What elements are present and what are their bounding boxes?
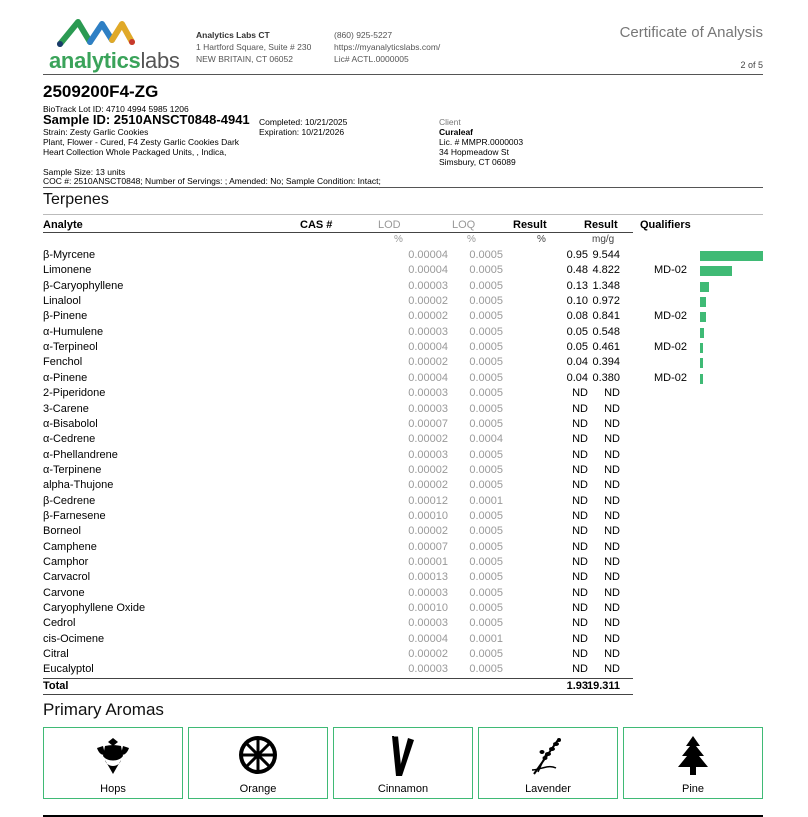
col-result-mg-header: Result xyxy=(584,219,618,231)
analyte-name: Limonene xyxy=(43,264,92,277)
result-mg-value: ND xyxy=(604,617,620,630)
strain: Strain: Zesty Garlic Cookies xyxy=(43,127,149,137)
result-mg-value: ND xyxy=(604,402,620,415)
lod-value: 0.00002 xyxy=(408,463,448,476)
aroma-label: Cinnamon xyxy=(377,783,429,795)
table-row xyxy=(43,433,763,448)
result-mg-value: ND xyxy=(604,509,620,522)
table-row xyxy=(43,633,763,648)
analyte-name: Caryophyllene Oxide xyxy=(43,602,146,615)
analyte-name: Fenchol xyxy=(43,356,83,369)
loq-unit: % xyxy=(467,234,476,245)
table-row xyxy=(43,449,763,464)
aroma-card-hops xyxy=(43,727,183,799)
table-row xyxy=(43,541,763,556)
sample-id: Sample ID: 2510ANSCT0848-4941 xyxy=(43,112,250,127)
table-row xyxy=(43,510,763,525)
table-row xyxy=(43,295,763,310)
table-row xyxy=(43,495,763,510)
loq-value: 0.0005 xyxy=(469,479,503,492)
result-pct-value: 0.48 xyxy=(566,264,588,277)
result-pct-value: 0.04 xyxy=(566,356,588,369)
result-pct-value: ND xyxy=(572,617,588,630)
analyte-name: α-Phellandrene xyxy=(43,448,118,461)
sample-code: 2509200F4-ZG xyxy=(43,82,159,101)
analyte-name: β-Myrcene xyxy=(43,249,96,261)
lod-value: 0.00013 xyxy=(408,571,448,584)
lod-value: 0.00003 xyxy=(408,402,448,415)
cinnamon-icon xyxy=(388,734,418,778)
col-lod-header: LOD xyxy=(378,219,401,231)
analyte-name: β-Pinene xyxy=(43,310,88,323)
client-license: Lic. # MMPR.0000003 xyxy=(439,137,524,147)
terpenes-section-title: Terpenes xyxy=(43,191,109,208)
result-mg-unit: mg/g xyxy=(592,234,615,245)
analyte-name: Carvacrol xyxy=(43,571,91,584)
loq-value: 0.0005 xyxy=(469,648,503,661)
aroma-label: Hops xyxy=(100,783,126,795)
analyte-name: alpha-Thujone xyxy=(43,479,114,492)
result-mg-value: ND xyxy=(604,525,620,538)
result-mg-value: ND xyxy=(604,540,620,553)
total-label: Total xyxy=(43,680,69,692)
analyte-name: α-Terpinene xyxy=(43,463,102,476)
section-divider xyxy=(43,187,763,188)
logo-wordmark: analyticslabs xyxy=(49,48,180,73)
table-row xyxy=(43,249,763,264)
qualifier-value: MD-02 xyxy=(654,310,688,323)
loq-value: 0.0004 xyxy=(469,433,503,446)
analyte-name: Citral xyxy=(43,648,69,661)
loq-value: 0.0005 xyxy=(469,402,503,415)
lod-value: 0.00003 xyxy=(408,387,448,400)
analyte-name: α-Bisabolol xyxy=(43,417,98,430)
qualifier-value: MD-02 xyxy=(654,341,688,354)
result-bar xyxy=(700,312,706,322)
result-mg-value: ND xyxy=(604,571,620,584)
result-pct-value: ND xyxy=(572,417,588,430)
document-title: Certificate of Analysis xyxy=(619,24,763,41)
table-row xyxy=(43,280,763,295)
analyte-name: α-Pinene xyxy=(43,371,88,384)
table-row xyxy=(43,326,763,341)
analyte-name: Eucalyptol xyxy=(43,663,94,676)
result-pct-value: ND xyxy=(572,540,588,553)
total-bottom-divider xyxy=(43,694,633,695)
result-pct-value: 0.10 xyxy=(566,295,588,308)
qualifier-value: MD-02 xyxy=(654,371,688,384)
result-bar xyxy=(700,297,706,307)
lod-value: 0.00002 xyxy=(408,310,448,323)
aroma-card-cinnamon xyxy=(333,727,473,799)
lavender-icon xyxy=(528,734,568,778)
table-row xyxy=(43,556,763,571)
lod-value: 0.00010 xyxy=(408,509,448,522)
lod-value: 0.00002 xyxy=(408,433,448,446)
loq-value: 0.0005 xyxy=(469,371,503,384)
product-description-line2: Heart Collection Whole Packaged Units, , Indica, xyxy=(43,147,227,157)
lod-value: 0.00002 xyxy=(408,295,448,308)
result-pct-value: 0.08 xyxy=(566,310,588,323)
lab-phone: (860) 925-5227 xyxy=(334,30,393,40)
result-mg-value: ND xyxy=(604,556,620,568)
result-pct-value: 0.05 xyxy=(566,341,588,354)
qualifier-value: MD-02 xyxy=(654,264,688,277)
result-mg-value: ND xyxy=(604,479,620,492)
result-mg-value: ND xyxy=(604,648,620,661)
analyte-name: Carvone xyxy=(43,586,85,599)
result-mg-value: 1.348 xyxy=(592,279,620,292)
lab-license: Lic# ACTL.0000005 xyxy=(334,54,409,64)
analyte-name: Camphene xyxy=(43,540,97,553)
loq-value: 0.0005 xyxy=(469,571,503,584)
result-mg-value: 0.394 xyxy=(592,356,620,369)
analyte-name: 2-Piperidone xyxy=(43,387,106,400)
analyte-name: β-Cedrene xyxy=(43,494,96,507)
table-row xyxy=(43,372,763,387)
lab-name: Analytics Labs CT xyxy=(196,30,270,40)
lod-value: 0.00012 xyxy=(408,494,448,507)
aroma-card-lavender xyxy=(478,727,618,799)
result-pct-value: ND xyxy=(572,571,588,584)
result-mg-value: 0.461 xyxy=(592,341,620,354)
pine-tree-icon xyxy=(676,734,710,778)
result-pct-value: ND xyxy=(572,494,588,507)
loq-value: 0.0005 xyxy=(469,249,503,261)
analyte-name: α-Humulene xyxy=(43,325,104,338)
lod-value: 0.00002 xyxy=(408,356,448,369)
lab-contact-block xyxy=(334,29,440,65)
aroma-label: Lavender xyxy=(525,783,571,795)
result-mg-value: 0.548 xyxy=(592,325,620,338)
result-bar xyxy=(700,282,709,292)
result-pct-value: ND xyxy=(572,525,588,538)
result-pct-value: ND xyxy=(572,509,588,522)
lab-website[interactable]: https://myanalyticslabs.com/ xyxy=(334,42,441,52)
loq-value: 0.0005 xyxy=(469,264,503,277)
result-bar xyxy=(700,328,704,338)
analyte-name: β-Farnesene xyxy=(43,509,106,522)
lab-address-block xyxy=(196,29,311,65)
loq-value: 0.0005 xyxy=(469,295,503,308)
result-bar xyxy=(700,266,732,276)
result-mg-value: 4.822 xyxy=(592,264,620,277)
table-row xyxy=(43,403,763,418)
loq-value: 0.0001 xyxy=(469,494,503,507)
analyte-name: Cedrol xyxy=(43,617,76,630)
result-pct-value: ND xyxy=(572,479,588,492)
loq-value: 0.0005 xyxy=(469,356,503,369)
aroma-label: Orange xyxy=(239,783,277,795)
table-row xyxy=(43,663,763,678)
client-label: Client xyxy=(439,117,461,127)
hops-icon xyxy=(93,734,133,776)
result-pct-value: ND xyxy=(572,433,588,446)
result-bar xyxy=(700,343,703,353)
client-address-line2: Simsbury, CT 06089 xyxy=(439,157,516,167)
analyte-name: α-Terpineol xyxy=(43,341,98,354)
result-pct-unit: % xyxy=(537,234,546,245)
col-loq-header: LOQ xyxy=(452,219,476,231)
result-bar xyxy=(700,358,703,368)
lod-value: 0.00001 xyxy=(408,556,448,568)
lod-value: 0.00003 xyxy=(408,586,448,599)
aromas-section-title: Primary Aromas xyxy=(43,700,164,719)
analyte-name: 3-Carene xyxy=(43,402,89,415)
result-mg-value: ND xyxy=(604,632,620,645)
lod-value: 0.00010 xyxy=(408,602,448,615)
table-row xyxy=(43,587,763,602)
result-mg-value: ND xyxy=(604,586,620,599)
aroma-card-orange xyxy=(188,727,328,799)
loq-value: 0.0005 xyxy=(469,525,503,538)
table-row xyxy=(43,617,763,632)
table-row xyxy=(43,648,763,663)
result-pct-value: ND xyxy=(572,632,588,645)
lod-value: 0.00004 xyxy=(408,371,448,384)
result-mg-value: ND xyxy=(604,417,620,430)
loq-value: 0.0005 xyxy=(469,663,503,676)
aroma-label: Pine xyxy=(681,783,705,795)
analyte-name: α-Cedrene xyxy=(43,433,96,446)
client-name: Curaleaf xyxy=(439,127,474,137)
table-row xyxy=(43,310,763,325)
result-mg-value: 9.544 xyxy=(592,249,620,261)
loq-value: 0.0005 xyxy=(469,602,503,615)
lod-value: 0.00003 xyxy=(408,279,448,292)
analyte-name: Camphor xyxy=(43,556,89,568)
result-mg-value: ND xyxy=(604,602,620,615)
analyte-name: Borneol xyxy=(43,525,81,538)
loq-value: 0.0005 xyxy=(469,279,503,292)
lod-value: 0.00004 xyxy=(408,249,448,261)
lod-value: 0.00002 xyxy=(408,648,448,661)
completed-date: Completed: 10/21/2025 xyxy=(259,117,348,127)
lod-value: 0.00003 xyxy=(408,663,448,676)
table-row xyxy=(43,264,763,279)
analyte-name: Linalool xyxy=(43,295,81,308)
terpenes-title-divider xyxy=(43,214,763,215)
total-pct: 1.93 xyxy=(566,680,588,692)
result-bar xyxy=(700,251,763,261)
analyte-name: β-Caryophyllene xyxy=(43,279,124,292)
client-address-line1: 34 Hopmeadow St xyxy=(439,147,509,157)
orange-icon xyxy=(237,734,279,776)
result-pct-value: ND xyxy=(572,602,588,615)
table-row xyxy=(43,602,763,617)
lod-value: 0.00004 xyxy=(408,264,448,277)
lod-value: 0.00004 xyxy=(408,632,448,645)
loq-value: 0.0005 xyxy=(469,448,503,461)
lod-value: 0.00002 xyxy=(408,525,448,538)
loq-value: 0.0005 xyxy=(469,310,503,323)
loq-value: 0.0005 xyxy=(469,509,503,522)
result-pct-value: ND xyxy=(572,402,588,415)
loq-value: 0.0005 xyxy=(469,325,503,338)
total-mg: 19.311 xyxy=(586,680,620,692)
table-row xyxy=(43,479,763,494)
lab-address-line2: NEW BRITAIN, CT 06052 xyxy=(196,54,293,64)
result-mg-value: 0.972 xyxy=(592,295,620,308)
table-row xyxy=(43,356,763,371)
result-pct-value: 0.13 xyxy=(566,279,588,292)
table-row xyxy=(43,387,763,402)
product-description-line1: Plant, Flower - Cured, F4 Zesty Garlic Cookies Dark xyxy=(43,137,240,147)
result-mg-value: ND xyxy=(604,463,620,476)
result-pct-value: 0.95 xyxy=(566,249,588,261)
biotrack-lot-id: BioTrack Lot ID: 4710 4994 5985 1206 xyxy=(43,104,189,114)
loq-value: 0.0005 xyxy=(469,556,503,568)
expiration-date: Expiration: 10/21/2026 xyxy=(259,127,345,137)
coc-info: COC #: 2510ANSCT0848; Number of Servings: ; Amended: No; Sample Condition: Intact; xyxy=(43,176,381,186)
table-row xyxy=(43,571,763,586)
lod-value: 0.00004 xyxy=(408,341,448,354)
result-pct-value: ND xyxy=(572,556,588,568)
loq-value: 0.0001 xyxy=(469,632,503,645)
result-mg-value: ND xyxy=(604,387,620,400)
result-mg-value: ND xyxy=(604,433,620,446)
loq-value: 0.0005 xyxy=(469,540,503,553)
lod-unit: % xyxy=(394,234,403,245)
result-pct-value: ND xyxy=(572,648,588,661)
loq-value: 0.0005 xyxy=(469,387,503,400)
result-mg-value: ND xyxy=(604,494,620,507)
result-pct-value: ND xyxy=(572,448,588,461)
table-row xyxy=(43,418,763,433)
result-pct-value: 0.04 xyxy=(566,371,588,384)
loq-value: 0.0005 xyxy=(469,341,503,354)
table-row xyxy=(43,464,763,479)
loq-value: 0.0005 xyxy=(469,586,503,599)
analyte-name: cis-Ocimene xyxy=(43,632,105,645)
result-mg-value: 0.380 xyxy=(592,371,620,384)
lod-value: 0.00002 xyxy=(408,479,448,492)
col-cas-header: CAS # xyxy=(300,219,333,231)
lod-value: 0.00007 xyxy=(408,540,448,553)
table-row xyxy=(43,341,763,356)
result-mg-value: ND xyxy=(604,663,620,676)
result-pct-value: ND xyxy=(572,463,588,476)
loq-value: 0.0005 xyxy=(469,617,503,630)
loq-value: 0.0005 xyxy=(469,463,503,476)
lab-address-line1: 1 Hartford Square, Suite # 230 xyxy=(196,42,312,52)
result-pct-value: ND xyxy=(572,387,588,400)
lod-value: 0.00003 xyxy=(408,448,448,461)
lod-value: 0.00003 xyxy=(408,325,448,338)
result-pct-value: 0.05 xyxy=(566,325,588,338)
logo-mark xyxy=(50,18,170,48)
result-mg-value: 0.841 xyxy=(592,310,620,323)
lod-value: 0.00007 xyxy=(408,417,448,430)
sample-size: Sample Size: 13 units xyxy=(43,167,126,177)
result-bar xyxy=(700,374,703,384)
col-result-pct-header: Result xyxy=(513,219,547,231)
result-pct-value: ND xyxy=(572,586,588,599)
result-pct-value: ND xyxy=(572,663,588,676)
total-divider xyxy=(43,678,633,679)
col-qualifiers-header: Qualifiers xyxy=(640,219,691,231)
aroma-card-pine xyxy=(623,727,763,799)
loq-value: 0.0005 xyxy=(469,417,503,430)
table-header-divider xyxy=(43,232,633,233)
page-number: 2 of 5 xyxy=(740,60,763,70)
header-divider xyxy=(43,74,763,75)
col-analyte-header: Analyte xyxy=(43,219,83,231)
result-mg-value: ND xyxy=(604,448,620,461)
lod-value: 0.00003 xyxy=(408,617,448,630)
table-row xyxy=(43,525,763,540)
